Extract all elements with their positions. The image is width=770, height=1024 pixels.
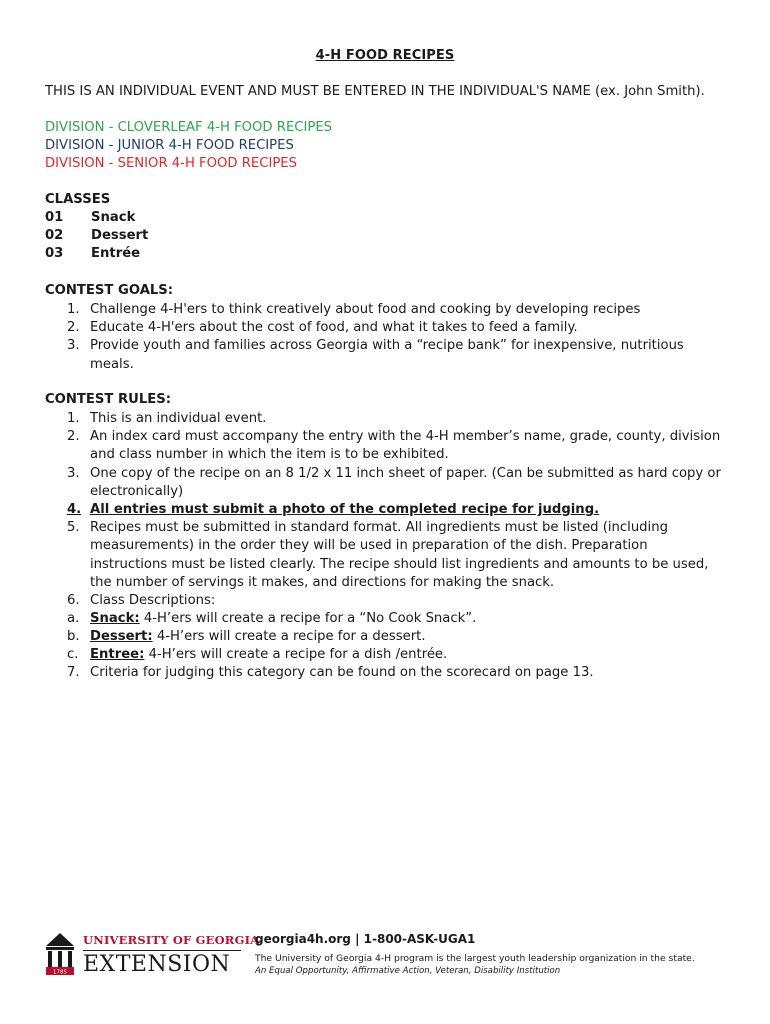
division-senior: DIVISION - SENIOR 4-H FOOD RECIPES <box>45 156 297 171</box>
list-item <box>45 337 725 373</box>
contest-rules-heading: CONTEST RULES: <box>45 392 172 407</box>
item-letter: a. <box>67 611 80 626</box>
contest-goals-list <box>45 301 725 374</box>
extension-wordmark: EXTENSION <box>83 952 231 977</box>
class-name: Entrée <box>91 246 141 261</box>
item-number: 1. <box>67 411 80 426</box>
list-item <box>45 610 725 628</box>
item-text: Class Descriptions: <box>90 593 216 609</box>
item-number: 1. <box>67 302 80 317</box>
item-text: Criteria for judging this category can be found on the scorecard on page 13. <box>90 665 594 680</box>
class-name: Snack <box>91 210 136 225</box>
class-number: 03 <box>45 246 64 261</box>
contact-info: georgia4h.org | 1-800-ASK-UGA1 <box>255 932 476 946</box>
item-letter: c. <box>67 647 79 663</box>
item-text: All entries must submit a photo of the completed recipe for judging. <box>90 502 600 518</box>
item-number: 6. <box>67 593 80 609</box>
seal-year: 1785 <box>53 969 67 976</box>
class-number: 02 <box>45 228 64 243</box>
class-descriptions-list <box>45 610 725 665</box>
item-number: 3. <box>67 338 80 354</box>
list-item <box>45 319 725 337</box>
intro-text: THIS IS AN INDIVIDUAL EVENT AND MUST BE ENTERED IN THE INDIVIDUAL'S NAME (ex. John Smith). <box>45 84 705 99</box>
classes-heading: CLASSES <box>45 192 111 207</box>
item-text: An index card must accompany the entry with the 4-H member’s name, grade, county, division and class number in which the item is to be exhibited. <box>90 429 721 463</box>
list-item <box>45 465 725 501</box>
item-label: Snack: <box>90 611 140 626</box>
list-item-photo-requirement <box>45 501 725 519</box>
class-number: 01 <box>45 210 64 225</box>
list-item <box>45 519 725 592</box>
division-junior: DIVISION - JUNIOR 4-H FOOD RECIPES <box>45 138 294 153</box>
list-item <box>45 664 725 682</box>
list-item <box>45 301 725 319</box>
class-row <box>45 210 135 225</box>
item-number: 2. <box>67 320 80 336</box>
arch-logo-icon <box>45 930 75 976</box>
list-item <box>45 646 725 664</box>
item-number: 5. <box>67 520 80 536</box>
item-number: 2. <box>67 429 80 445</box>
item-text: 4-H’ers will create a recipe for a dish /entrée. <box>144 647 448 663</box>
uga-extension-logo <box>45 930 260 978</box>
item-text: 4-H’ers will create a recipe for a “No Cook Snack”. <box>139 611 477 626</box>
contest-rules-list <box>45 410 725 610</box>
list-item <box>45 410 725 428</box>
item-number: 4. <box>67 502 82 518</box>
item-number: 3. <box>67 465 80 481</box>
item-number: 7. <box>67 665 80 680</box>
class-row <box>45 228 148 243</box>
division-cloverleaf: DIVISION - CLOVERLEAF 4-H FOOD RECIPES <box>45 120 333 135</box>
item-text: Challenge 4-H'ers to think creatively about food and cooking by developing recipes <box>90 302 641 317</box>
class-row <box>45 246 140 261</box>
item-letter: b. <box>67 629 80 645</box>
page-title: 4-H FOOD RECIPES <box>315 48 455 63</box>
page-footer <box>45 928 735 988</box>
item-text: Recipes must be submitted in standard format. All ingredients must be listed (including measurements) in the order they will be used in preparation of the dish. Preparation instructions must be listed clearly. The recipe should list ingredients and amounts to be used, the number of servings it makes, and directions for making the snack. <box>90 520 709 590</box>
footer-tagline: The University of Georgia 4-H program is the largest youth leadership organization in the state. <box>255 953 695 964</box>
contest-rules-list-continued <box>45 664 725 682</box>
contest-goals-heading: CONTEST GOALS: <box>45 283 174 298</box>
list-item <box>45 428 725 464</box>
eeo-statement: An Equal Opportunity, Affirmative Action, Veteran, Disability Institution <box>255 966 561 976</box>
item-text: One copy of the recipe on an 8 1/2 x 11 inch sheet of paper. (Can be submitted as hard copy or electronically) <box>90 465 721 499</box>
item-label: Entree: <box>90 647 145 663</box>
list-item <box>45 628 725 646</box>
list-item <box>45 592 725 610</box>
item-text: This is an individual event. <box>90 411 267 426</box>
class-name: Dessert <box>91 228 149 243</box>
logo-divider <box>83 950 241 951</box>
item-label: Dessert: <box>90 629 153 645</box>
university-name: UNIVERSITY OF GEORGIA <box>83 933 260 947</box>
item-text: 4-H’ers will create a recipe for a dessert. <box>152 629 426 645</box>
item-text: Provide youth and families across Georgia with a “recipe bank” for inexpensive, nutritious meals. <box>90 338 684 372</box>
item-text: Educate 4-H'ers about the cost of food, and what it takes to feed a family. <box>90 320 578 336</box>
